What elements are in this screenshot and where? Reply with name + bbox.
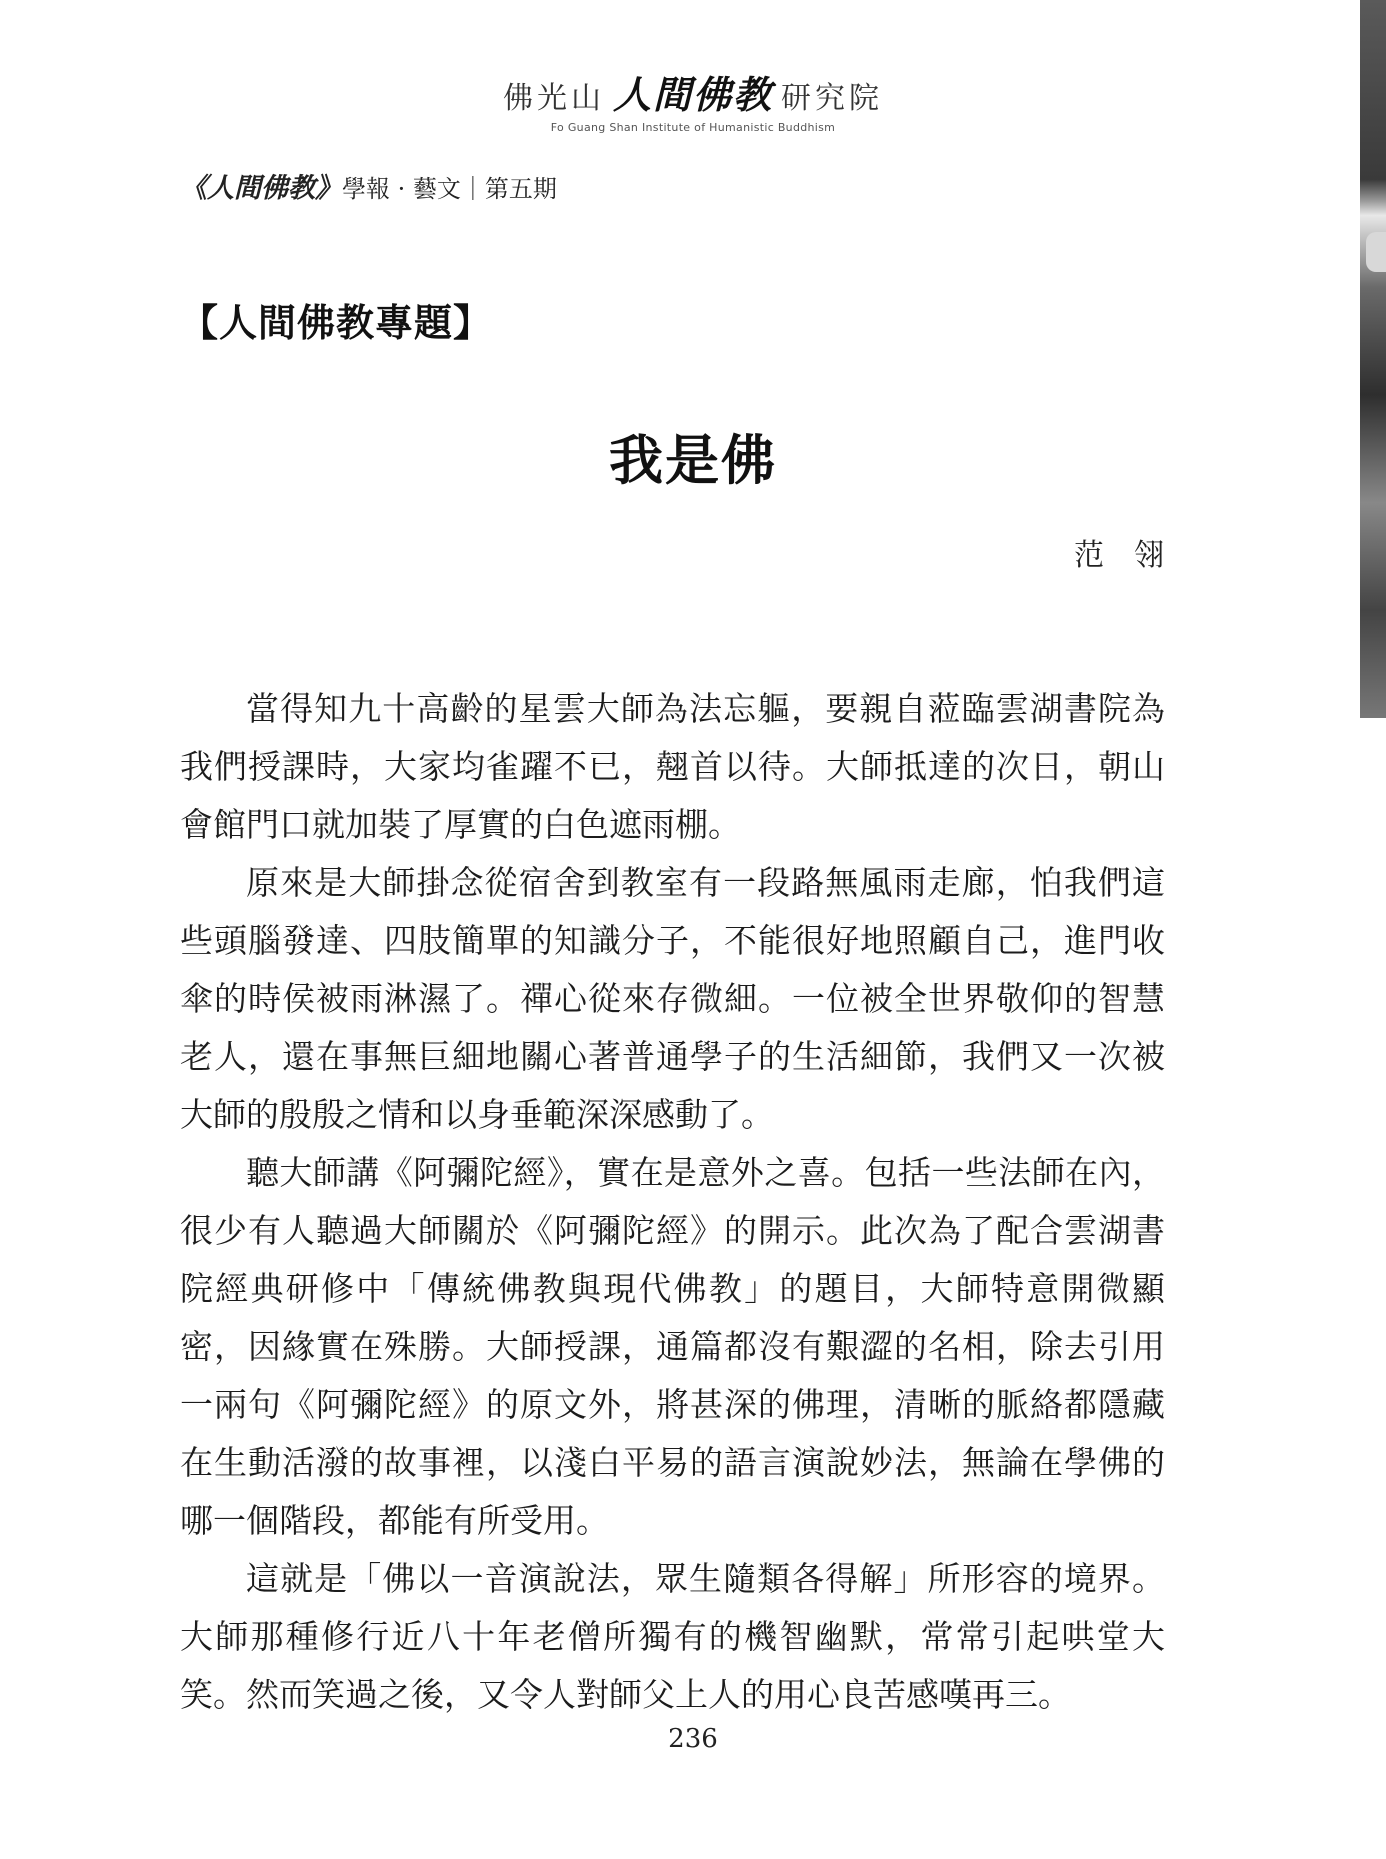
- article-title: 我是佛: [609, 428, 777, 492]
- paragraph: 這就是「佛以一音演說法，眾生隨類各得解」所形容的境界。大師那種修行近八十年老僧所獨有的機智幽默，常常引起哄堂大笑。然而笑過之後，又令人對師父上人的用心良苦感嘆再三。: [180, 1559, 1165, 1714]
- journal-issue: 學報 · 藝文｜第五期: [342, 175, 557, 203]
- masthead-left: 佛光山: [502, 81, 605, 116]
- masthead-right: 研究院: [781, 81, 883, 116]
- masthead-subtitle: Fo Guang Shan Institute of Humanistic Buddhism: [550, 121, 836, 134]
- paragraph: 聽大師講《阿彌陀經》，實在是意外之喜。包括一些法師在內，很少有人聽過大師關於《阿彌陀經》的開示。此次為了配合雲湖書院經典研修中「傳統佛教與現代佛教」的題目，大師特意開微顯密，因緣實在殊勝。大師授課，通篇都沒有艱澀的名相，除去引用一兩句《阿彌陀經》的原文外，將甚深的佛理，清晰的脈絡都隱藏在生動活潑的故事裡，以淺白平易的語言演說妙法，無論在學佛的哪一個階段，都能有所受用。: [180, 1153, 1165, 1540]
- page-number: 236: [668, 1724, 718, 1754]
- masthead-brand: 人間佛教: [612, 72, 773, 117]
- journal-brand: 《人間佛教》: [180, 173, 342, 204]
- article-body: [180, 680, 1165, 1724]
- paragraph: 當得知九十高齡的星雲大師為法忘軀，要親自蒞臨雲湖書院為我們授課時，大家均雀躍不已，翹首以待。大師抵達的次日，朝山會館門口就加裝了厚實的白色遮雨棚。: [180, 689, 1165, 844]
- masthead: [0, 64, 1386, 134]
- journal-header: [180, 166, 557, 205]
- author: 范翎: [1074, 538, 1194, 573]
- masthead-title: [0, 64, 1386, 119]
- paragraph: 原來是大師掛念從宿舍到教室有一段路無風雨走廊，怕我們這些頭腦發達、四肢簡單的知識分子，不能很好地照顧自己，進門收傘的時侯被雨淋濕了。禪心從來存微細。一位被全世界敬仰的智慧老人，還在事無巨細地關心著普通學子的生活細節，我們又一次被大師的殷殷之情和以身垂範深深感動了。: [180, 863, 1165, 1134]
- section-label: 【人間佛教專題】: [180, 300, 493, 345]
